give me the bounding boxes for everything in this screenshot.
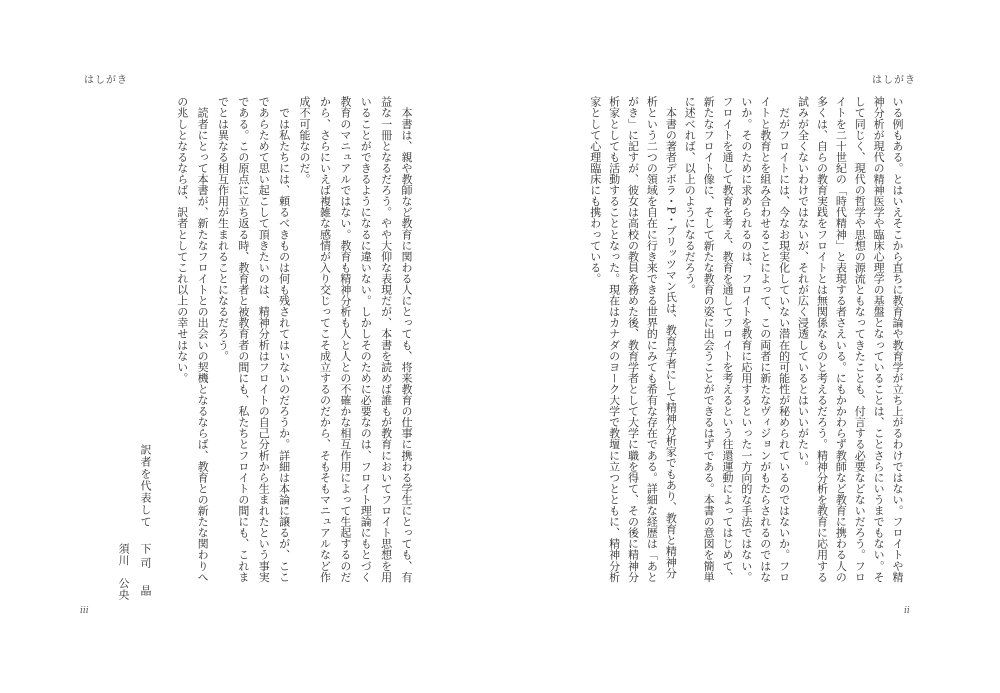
text-line: いる例もある。とはいえそこから直ちに教育論や教育学が立ち上がるわけではない。フロイトや精	[891, 96, 904, 583]
text-line: に述べれば、以上のようになるだろう。	[683, 96, 697, 295]
text-line: 多くは、自らの教育実践をフロイトとは無関係なものと考えるだろう。精神分析を教育に応用する	[815, 96, 829, 583]
text-line: でとは異なる相互作用が生まれることになるだろう。	[216, 96, 230, 362]
left-page-body	[176, 96, 412, 590]
signature-translator-2: 須川 公央	[117, 543, 130, 601]
text-line: して同じく、現代の哲学や思想の源流ともなってきたことも、付言する必要などないだろう。フロ	[853, 96, 867, 583]
signature-on-behalf: 訳者を代表して	[139, 444, 152, 528]
text-line: 本書の著者デボラ・P・ブリッツマン氏は、教育学者にして精神分析家でもあり、教育と精神分	[664, 96, 678, 579]
text-line: 試みが全くないわけではないが、それが広く浸透しているとはいいがたい。	[796, 96, 810, 472]
text-line: 益な一冊となるだろう。やや大仰な表現だが、本書を読めば誰もが教育においてフロイト思想を用	[379, 96, 393, 583]
text-line: 析という二つの領域を自在に行き来できる世界的にみても希有な存在である。詳細な経歴は「あと	[645, 96, 659, 583]
text-line: いか。そのために求められるのは、フロイトを教育に応用するといった一方向的な手法ではない。	[739, 96, 753, 583]
text-line: 読者にとって本書が、新たなフロイトとの出会いの契機となるならば、教育との新たな関わりへ	[196, 96, 210, 583]
text-line: がき」に記すが、彼女は高校の教員を務めた後、教育学者として大学に職を得て、その後に精神分	[626, 96, 640, 583]
running-head-left: はしがき	[84, 75, 128, 86]
right-page-body	[585, 96, 903, 590]
text-line: である。この原点に立ち返る時、教育者と被教育者の間にも、私たちとフロイトの間にも、これま	[236, 96, 250, 583]
text-line: イトと教育とを組み合わせることによって、この両者に新たなヴィジョンがもたらされるのではな	[758, 96, 772, 583]
signature-translator-1: 下司 晶	[139, 543, 152, 599]
page-number-left: iii	[80, 606, 89, 616]
text-line: であらためて思い起こして頂きたいのは、精神分析はフロイトの自己分析から生まれたという事実	[257, 96, 271, 583]
page-number-right: ii	[904, 606, 910, 616]
text-line: から、さらにいえば複雑な感情が入り交じってこそ成立するのだから、そもそもマニュアルなど作	[318, 96, 332, 583]
text-line: では私たちには、頼るべきものは何も残されてはいないのだろうか。詳細は本論に譲るが、ここ	[277, 96, 291, 583]
text-line: 教育のマニュアルではない。教育も精神分析も人と人との不確かな相互作用によって生起するのだ	[338, 96, 352, 583]
text-line: 神分析が現代の精神医学や臨床心理学の基盤となっていることは、ことさらにいうまでもない。そ	[872, 96, 886, 583]
text-line: フロイトを通して教育を考え、教育を通してフロイトを考えるという往還運動によってはじめて、	[720, 96, 734, 583]
text-line: の兆しとなるならば、訳者としてこれ以上の幸せはない。	[175, 96, 189, 384]
text-line: 本書は、親や教師など教育に関わる人にとっても、将来教育の仕事に携わる学生にとっても、有	[400, 96, 413, 583]
text-line: だがフロイトには、今なお現実化していない潜在的可能性が秘められているのではないか。フロ	[777, 96, 791, 583]
text-line: 成不可能なのだ。	[298, 96, 312, 185]
text-line: イトを二十世紀の「時代精神」と表現する者さえいる。にもかかわらず教師など教育に携わる人の	[834, 96, 848, 583]
text-line: 新たなフロイト像に、そして新たな教育の姿に出会うことができるはずである。本書の意図を簡単	[702, 96, 716, 583]
running-head-right: はしがき	[872, 75, 916, 86]
text-line: 析家としても活動することとなった。現在はカナダのヨーク大学で教壇に立つとともに、精神分析	[607, 96, 621, 583]
text-line: 家として心理臨床にも携わっている。	[588, 96, 602, 284]
text-line: いることができるようになるに違いない。しかしそのために必要なのは、フロイト理論にもとづく	[359, 96, 373, 583]
